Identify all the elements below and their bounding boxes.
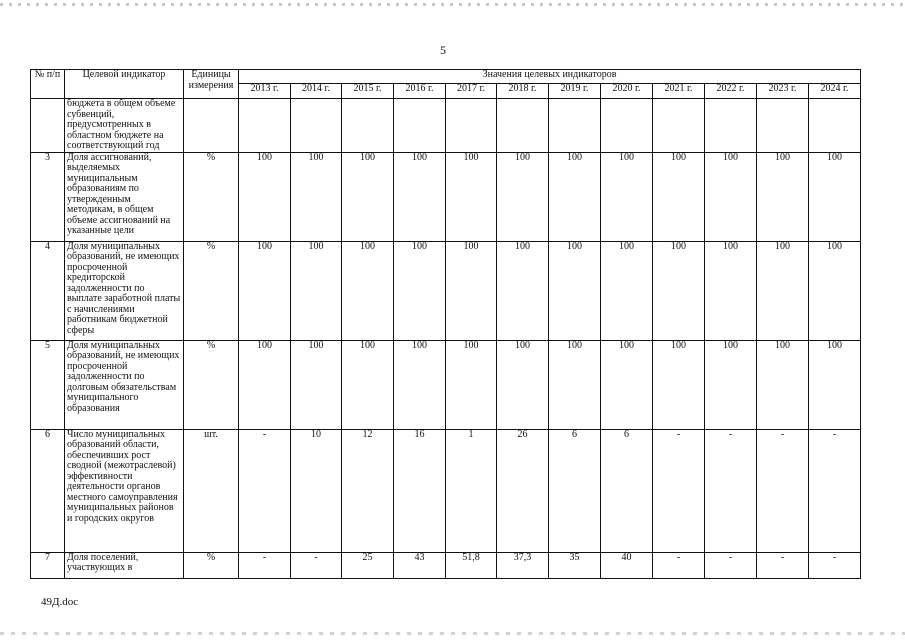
row-number: 4 — [31, 241, 65, 340]
value-cell: 100 — [291, 241, 342, 340]
value-cell: 51,8 — [446, 552, 497, 578]
scan-artifact-top — [0, 3, 905, 6]
value-cell: 100 — [653, 241, 705, 340]
value-cell: 100 — [601, 152, 653, 241]
table-row — [31, 152, 861, 241]
value-cell: 100 — [757, 340, 809, 429]
row-number — [31, 99, 65, 153]
unit-cell: % — [184, 340, 239, 429]
table-row — [31, 429, 861, 552]
value-cell — [601, 99, 653, 153]
header-year: 2023 г. — [757, 84, 809, 99]
value-cell: - — [653, 552, 705, 578]
value-cell: 100 — [239, 152, 291, 241]
value-cell — [342, 99, 394, 153]
value-cell: 6 — [601, 429, 653, 552]
value-cell: 40 — [601, 552, 653, 578]
value-cell — [394, 99, 446, 153]
value-cell: 43 — [394, 552, 446, 578]
value-cell: 100 — [549, 340, 601, 429]
table-row — [31, 552, 861, 578]
value-cell: 100 — [342, 340, 394, 429]
value-cell: 100 — [394, 340, 446, 429]
table-row — [31, 99, 861, 153]
value-cell — [291, 99, 342, 153]
row-number: 3 — [31, 152, 65, 241]
value-cell: 37,3 — [497, 552, 549, 578]
header-num: № п/п — [31, 70, 65, 99]
value-cell — [809, 99, 861, 153]
indicator-name: Доля ассигнований, выделяемых муниципальным образованиям по утвержденным методикам, в общем объеме ассигнований на указанные цели — [65, 152, 184, 241]
value-cell: - — [705, 429, 757, 552]
value-cell: 100 — [239, 241, 291, 340]
indicator-name: Доля муниципальных образований, не имеющих просроченной задолженности по долговым обязательствам муниципального образования — [65, 340, 184, 429]
value-cell — [757, 99, 809, 153]
header-values: Значения целевых индикаторов — [239, 70, 861, 84]
value-cell: 100 — [394, 152, 446, 241]
unit-cell: % — [184, 552, 239, 578]
value-cell: 100 — [705, 241, 757, 340]
value-cell: 35 — [549, 552, 601, 578]
unit-cell: шт. — [184, 429, 239, 552]
value-cell: 100 — [705, 340, 757, 429]
row-number: 5 — [31, 340, 65, 429]
value-cell — [653, 99, 705, 153]
value-cell: 100 — [809, 241, 861, 340]
value-cell: 100 — [601, 340, 653, 429]
header-year: 2020 г. — [601, 84, 653, 99]
value-cell: 100 — [446, 152, 497, 241]
value-cell: 100 — [497, 152, 549, 241]
value-cell: - — [291, 552, 342, 578]
value-cell: 100 — [291, 340, 342, 429]
value-cell: - — [757, 552, 809, 578]
value-cell: - — [809, 552, 861, 578]
indicator-name: Число муниципальных образований области, обеспечивших рост сводной (межотраслевой) эффективности деятельности органов местного самоуправления муниципальных районов и городских округов — [65, 429, 184, 552]
page-number: 5 — [440, 43, 446, 57]
indicator-name: бюджета в общем объеме субвенций, предусмотренных в областном бюджете на соответствующий год — [65, 99, 184, 153]
unit-cell — [184, 99, 239, 153]
value-cell: 100 — [809, 152, 861, 241]
value-cell — [549, 99, 601, 153]
indicator-name: Доля муниципальных образований, не имеющих просроченной кредиторской задолженности по выплате заработной платы с начислениями работникам бюджетной сферы — [65, 241, 184, 340]
value-cell: 100 — [549, 241, 601, 340]
value-cell: 10 — [291, 429, 342, 552]
header-year: 2014 г. — [291, 84, 342, 99]
value-cell: 26 — [497, 429, 549, 552]
value-cell: 25 — [342, 552, 394, 578]
header-year: 2017 г. — [446, 84, 497, 99]
indicator-name: Доля поселений, участвующих в — [65, 552, 184, 578]
value-cell: 100 — [394, 241, 446, 340]
value-cell: 100 — [342, 152, 394, 241]
header-year: 2015 г. — [342, 84, 394, 99]
unit-cell: % — [184, 241, 239, 340]
header-year: 2021 г. — [653, 84, 705, 99]
value-cell: 100 — [809, 340, 861, 429]
value-cell — [446, 99, 497, 153]
value-cell: 100 — [446, 340, 497, 429]
value-cell: 100 — [705, 152, 757, 241]
value-cell — [239, 99, 291, 153]
value-cell: 100 — [653, 340, 705, 429]
value-cell: - — [239, 429, 291, 552]
value-cell: 100 — [446, 241, 497, 340]
file-name-footer: 49Д.doc — [41, 596, 79, 608]
header-year: 2018 г. — [497, 84, 549, 99]
value-cell: 100 — [549, 152, 601, 241]
table-row — [31, 241, 861, 340]
header-year: 2016 г. — [394, 84, 446, 99]
value-cell — [497, 99, 549, 153]
unit-cell: % — [184, 152, 239, 241]
value-cell: 100 — [291, 152, 342, 241]
row-number: 7 — [31, 552, 65, 578]
value-cell: - — [653, 429, 705, 552]
value-cell: 6 — [549, 429, 601, 552]
value-cell: 100 — [497, 340, 549, 429]
header-year: 2019 г. — [549, 84, 601, 99]
value-cell: 100 — [757, 241, 809, 340]
value-cell: 100 — [239, 340, 291, 429]
header-year: 2024 г. — [809, 84, 861, 99]
scan-artifact-bottom — [0, 632, 905, 635]
value-cell: 100 — [653, 152, 705, 241]
value-cell: 100 — [601, 241, 653, 340]
header-indicator: Целевой индикатор — [65, 70, 184, 99]
value-cell: 100 — [497, 241, 549, 340]
header-year: 2013 г. — [239, 84, 291, 99]
value-cell: 100 — [342, 241, 394, 340]
value-cell: - — [757, 429, 809, 552]
row-number: 6 — [31, 429, 65, 552]
value-cell — [705, 99, 757, 153]
value-cell: - — [705, 552, 757, 578]
header-unit: Единицы измерения — [184, 70, 239, 99]
indicators-table — [30, 69, 861, 579]
value-cell: 100 — [757, 152, 809, 241]
value-cell: - — [239, 552, 291, 578]
header-year: 2022 г. — [705, 84, 757, 99]
table-row — [31, 340, 861, 429]
value-cell: 12 — [342, 429, 394, 552]
value-cell: 16 — [394, 429, 446, 552]
value-cell: 1 — [446, 429, 497, 552]
value-cell: - — [809, 429, 861, 552]
